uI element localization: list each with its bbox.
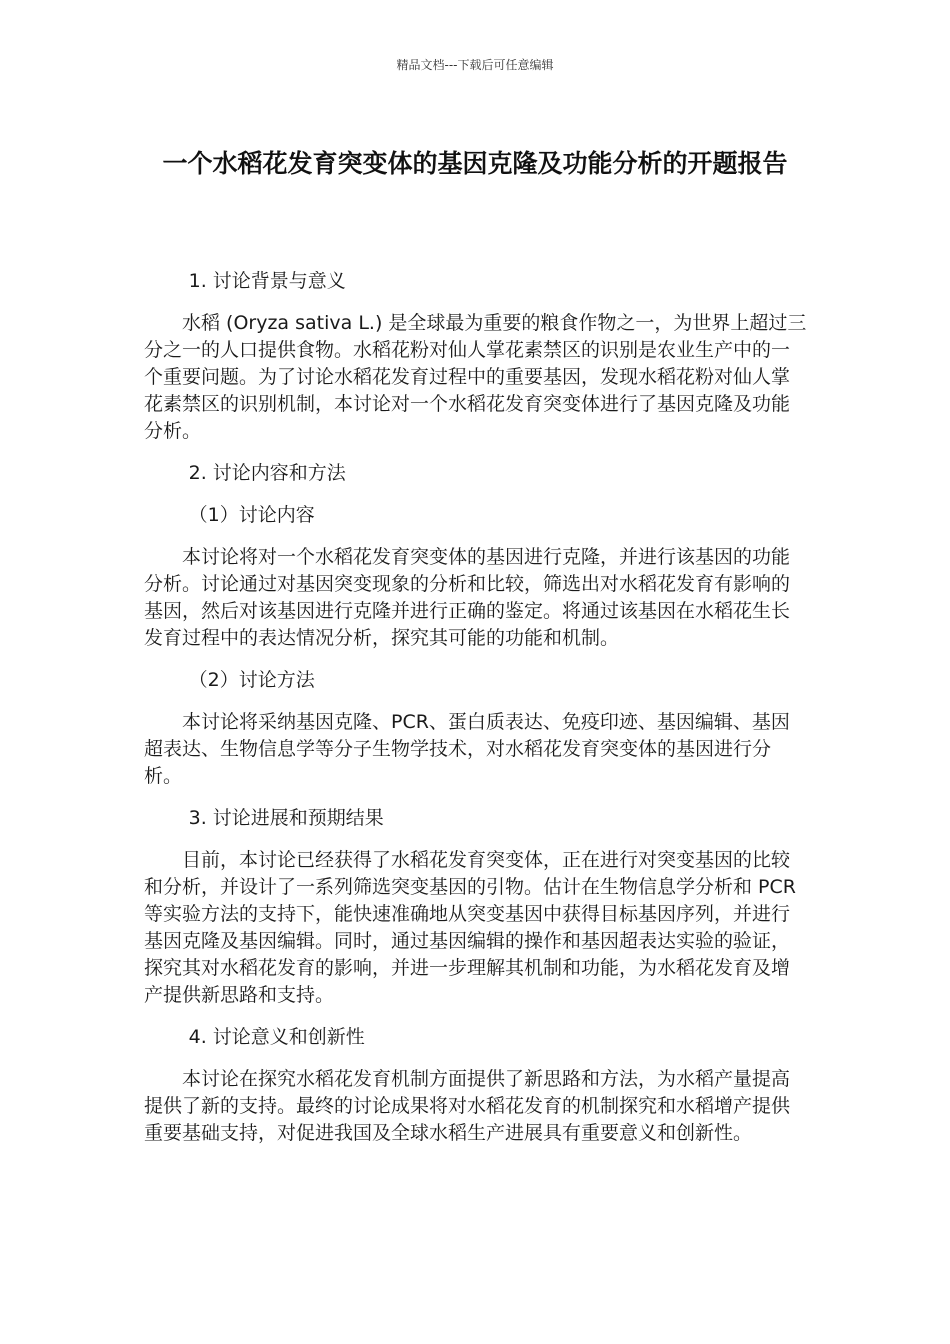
section-3-paragraph: 目前，本讨论已经获得了水稻花发育突变体，正在进行对突变基因的比较和分析，并设计了一系列筛选突变基因的引物。估计在生物信息学分析和 PCR 等实验方法的支持下，能快速准确地从突变基因中获得目标基因序列，并进行基因克隆及基因编辑。同时，通过基因编辑的操作和基因超表达实验的验证，探究其对水稻花发育的影响，并进一步理解其机制和功能，为水稻花发育及增产提供新思路和支持。 [144,849,796,1006]
document-body [144,268,808,1162]
header-note: 精品文档---下载后可任意编辑 [396,58,554,72]
section-3-heading: 3. 讨论进展和预期结果 [188,807,384,829]
section-2-sub1-heading: （1）讨论内容 [188,504,315,526]
section-2-sub2-paragraph: 本讨论将采纳基因克隆、PCR、蛋白质表达、免疫印迹、基因编辑、基因超表达、生物信息学等分子生物学技术，对水稻花发育突变体的基因进行分析。 [144,711,790,787]
section-2-heading: 2. 讨论内容和方法 [188,462,346,484]
section-2-sub2-heading: （2）讨论方法 [188,669,315,691]
document-title: 一个水稻花发育突变体的基因克隆及功能分析的开题报告 [162,149,788,178]
section-2-sub1-paragraph: 本讨论将对一个水稻花发育突变体的基因进行克隆，并进行该基因的功能分析。讨论通过对基因突变现象的分析和比较，筛选出对水稻花发育有影响的基因，然后对该基因进行克隆并进行正确的鉴定。将通过该基因在水稻花生长发育过程中的表达情况分析，探究其可能的功能和机制。 [144,546,791,649]
section-4-heading: 4. 讨论意义和创新性 [188,1026,365,1048]
section-4-paragraph: 本讨论在探究水稻花发育机制方面提供了新思路和方法，为水稻产量提高提供了新的支持。最终的讨论成果将对水稻花发育的机制探究和水稻增产提供重要基础支持，对促进我国及全球水稻生产进展具有重要意义和创新性。 [144,1068,791,1144]
section-1-paragraph: 水稻 (Oryza sativa L.) 是全球最为重要的粮食作物之一，为世界上超过三分之一的人口提供食物。水稻花粉对仙人掌花素禁区的识别是农业生产中的一个重要问题。为了讨论水稻花发育过程中的重要基因，发现水稻花粉对仙人掌花素禁区的识别机制，本讨论对一个水稻花发育突变体进行了基因克隆及功能分析。 [144,312,807,442]
section-1-heading: 1. 讨论背景与意义 [188,270,346,292]
